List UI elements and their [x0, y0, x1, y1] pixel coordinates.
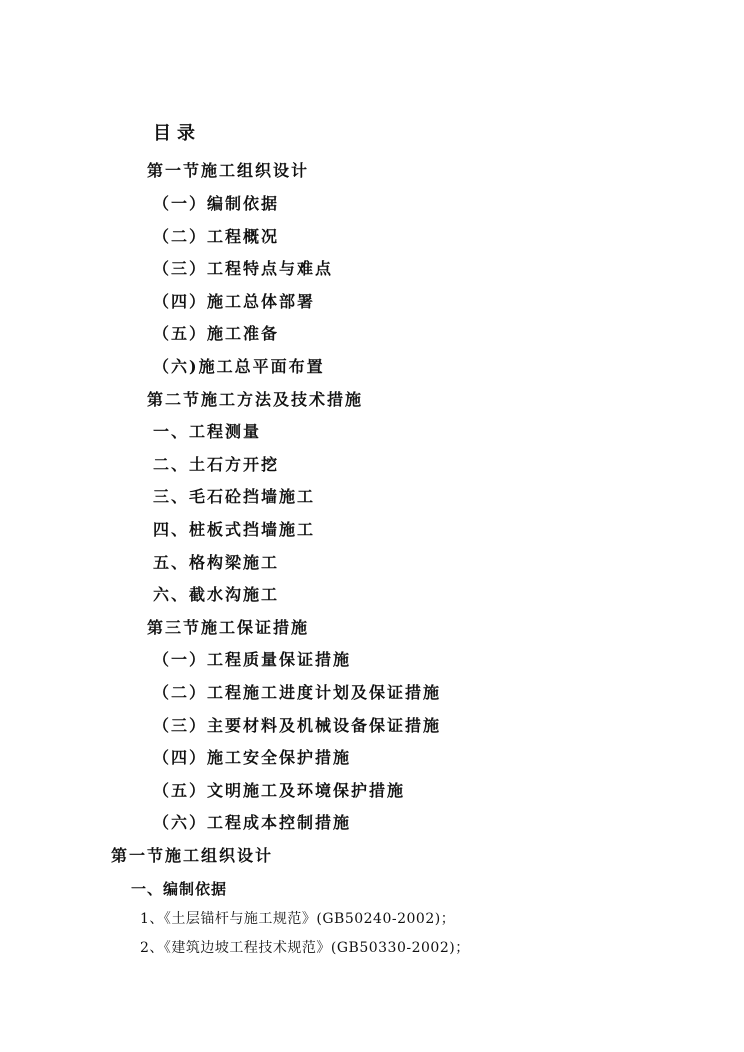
toc-item: （五）文明施工及环境保护措施 [153, 781, 406, 800]
toc-item: （二）工程概况 [153, 227, 280, 246]
body-section-heading: 第一节施工组织设计 [111, 846, 274, 865]
toc-item: 六、截水沟施工 [153, 585, 280, 604]
toc-item: 三、毛石砼挡墙施工 [153, 487, 316, 506]
toc-item: 五、格构梁施工 [153, 553, 280, 572]
toc-item: （六)施工总平面布置 [153, 357, 325, 376]
toc-item: （三）工程特点与难点 [153, 259, 334, 278]
toc-title: 目录 [153, 123, 201, 144]
reference-item: 2、《建筑边坡工程技术规范》(GB50330-2002)； [140, 940, 470, 956]
toc-item: （六）工程成本控制措施 [153, 813, 352, 832]
toc-item: 二、土石方开挖 [153, 455, 280, 474]
toc-section-1-heading: 第一节施工组织设计 [147, 161, 310, 180]
toc-item: （四）施工安全保护措施 [153, 748, 352, 767]
toc-item: （一）编制依据 [153, 194, 280, 213]
toc-item: 四、桩板式挡墙施工 [153, 520, 316, 539]
reference-item: 1、《土层锚杆与施工规范》(GB50240-2002)； [140, 911, 456, 927]
toc-section-2-heading: 第二节施工方法及技术措施 [147, 390, 364, 409]
toc-item: （四）施工总体部署 [153, 292, 316, 311]
toc-item: 一、工程测量 [153, 422, 262, 441]
toc-item: （三）主要材料及机械设备保证措施 [153, 716, 442, 735]
toc-item: （一）工程质量保证措施 [153, 650, 352, 669]
toc-item: （二）工程施工进度计划及保证措施 [153, 683, 442, 702]
toc-item: （五）施工准备 [153, 324, 280, 343]
toc-section-3-heading: 第三节施工保证措施 [147, 618, 310, 637]
body-subheading: 一、编制依据 [131, 880, 228, 898]
